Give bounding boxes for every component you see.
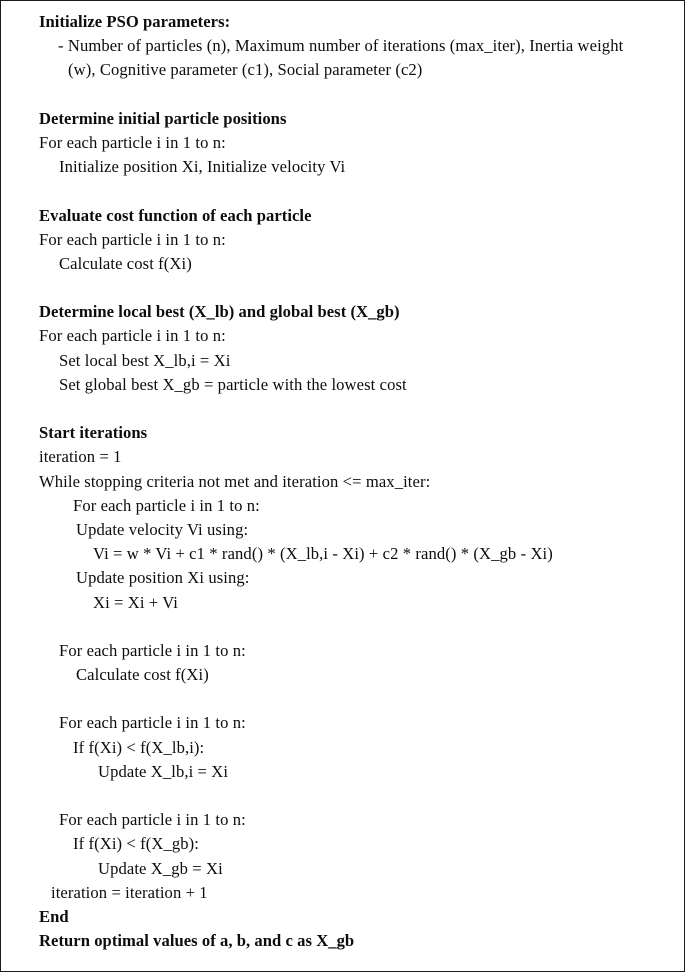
pseudocode-line: Vi = w * Vi + c1 * rand() * (X_lb,i - Xi) + c2 * rand() * (X_gb - Xi) (93, 544, 553, 564)
pseudocode-heading: Determine initial particle positions (39, 108, 287, 128)
pseudocode-heading: Evaluate cost function of each particle (39, 205, 312, 225)
pseudocode-heading: Determine local best (X_lb) and global best (X_gb) (39, 302, 400, 322)
pseudocode-line: If f(Xi) < f(X_lb,i): (73, 737, 205, 757)
pseudocode-line: iteration = 1 (39, 447, 122, 467)
blank-line (1, 615, 684, 639)
blank-line (1, 83, 684, 107)
pseudocode-line: Calculate cost f(Xi) (59, 253, 192, 273)
pseudocode-line: While stopping criteria not met and iteration <= max_iter: (39, 471, 431, 491)
pseudocode-line: Set local best X_lb,i = Xi (59, 350, 231, 370)
pseudocode-line: For each particle i in 1 to n: (39, 326, 226, 346)
pseudocode-heading: Initialize PSO parameters: (39, 12, 231, 31)
pseudocode-line: Update X_lb,i = Xi (98, 761, 229, 781)
pseudocode-line: For each particle i in 1 to n: (59, 810, 246, 830)
blank-line (1, 687, 684, 711)
pseudocode-line: iteration = iteration + 1 (51, 882, 208, 902)
pseudocode-heading: End (39, 906, 69, 926)
pseudocode-line: Update X_gb = Xi (98, 858, 223, 878)
pseudocode-heading: Start iterations (39, 423, 148, 443)
blank-line (1, 276, 684, 300)
pseudocode-line: Set global best X_gb = particle with the lowest cost (59, 374, 407, 394)
pseudocode-line: Update velocity Vi using: (76, 519, 249, 539)
pseudocode-line: Xi = Xi + Vi (93, 592, 178, 612)
pseudocode-line: Update position Xi using: (76, 568, 250, 588)
pseudocode-line: - Number of particles (n), Maximum number of iterations (max_iter), Inertia weight (58, 36, 624, 56)
pseudocode-line: For each particle i in 1 to n: (59, 713, 246, 733)
pseudocode-listing (1, 1, 684, 953)
pseudocode-line: Initialize position Xi, Initialize velocity Vi (59, 157, 346, 177)
pseudocode-heading: Return optimal values of a, b, and c as X_gb (39, 931, 355, 951)
pseudocode-line: Calculate cost f(Xi) (76, 665, 209, 685)
blank-line (1, 784, 684, 808)
blank-line (1, 179, 684, 203)
pseudocode-line: For each particle i in 1 to n: (59, 640, 246, 660)
pseudocode-line: (w), Cognitive parameter (c1), Social parameter (c2) (68, 60, 423, 80)
blank-line (1, 397, 684, 421)
pseudocode-line: For each particle i in 1 to n: (39, 229, 226, 249)
pseudocode-line: For each particle i in 1 to n: (39, 132, 226, 152)
pseudocode-line: If f(Xi) < f(X_gb): (73, 834, 199, 854)
pseudocode-line: For each particle i in 1 to n: (73, 495, 260, 515)
